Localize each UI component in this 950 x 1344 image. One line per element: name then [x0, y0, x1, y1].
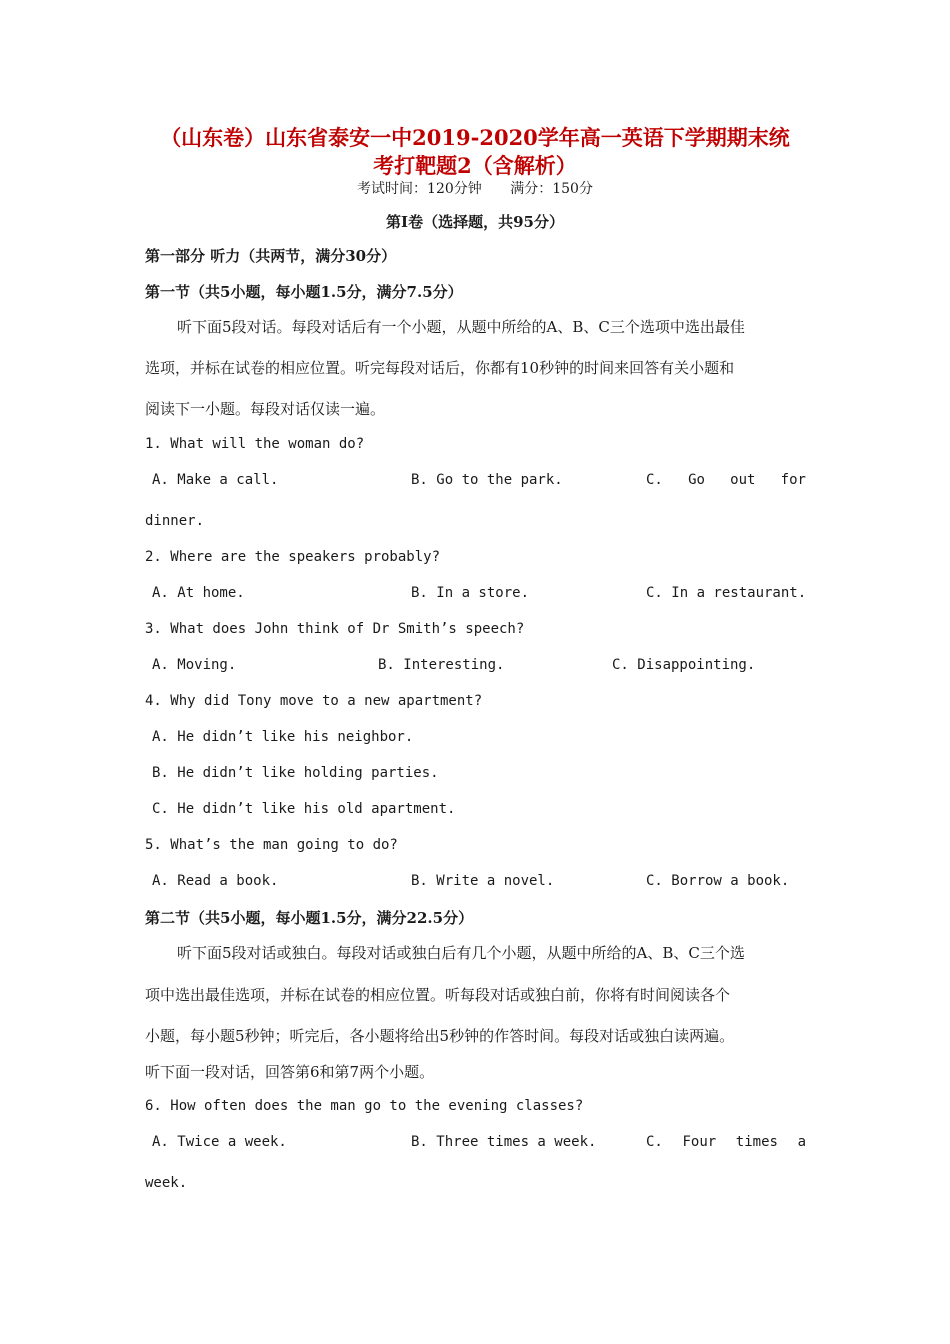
exam-score: 满分：150分	[510, 181, 593, 197]
option-b: B. Interesting.	[378, 657, 505, 673]
question-stem: 6. How often does the man go to the evening classes?	[145, 1098, 584, 1114]
option-c-word: Go	[688, 472, 705, 488]
option-c-word: C.	[646, 472, 663, 488]
question-stem: 4. Why did Tony move to a new apartment?	[145, 693, 483, 709]
option-c	[646, 472, 806, 488]
dialogue-note: 听下面一段对话，回答第6和第7两个小题。	[145, 1063, 435, 1081]
document-title-line1: （山东卷）山东省泰安一中2019-2020学年高一英语下学期期末统	[160, 125, 790, 150]
option-c-word: a	[797, 1134, 806, 1150]
question-stem: 5. What’s the man going to do?	[145, 837, 398, 853]
option-a: A. Twice a week.	[152, 1134, 287, 1150]
option-c: C. Disappointing.	[612, 657, 756, 673]
option-c-word: for	[780, 472, 806, 488]
section2-instruction-line: 小题，每小题5秒钟；听完后，各小题将给出5秒钟的作答时间。每段对话或独白读两遍。	[145, 1027, 735, 1045]
option-b: B. Write a novel.	[411, 873, 555, 889]
option-b: B. In a store.	[411, 585, 530, 601]
option-b: B. Go to the park.	[411, 472, 563, 488]
section2-instruction-line: 听下面5段对话或独白。每段对话或独白后有几个小题，从题中所给的A、B、C三个选	[177, 944, 745, 962]
exam-info	[0, 178, 950, 198]
option-c-word: out	[730, 472, 756, 488]
option-c: C. He didn’t like his old apartment.	[152, 801, 456, 817]
option-a: A. Moving.	[152, 657, 237, 673]
option-c	[646, 1134, 806, 1150]
option-a: A. Make a call.	[152, 472, 279, 488]
exam-time: 考试时间：120分钟	[357, 181, 482, 197]
option-c-word: Four	[682, 1134, 717, 1150]
volume-title: 第Ⅰ卷（选择题，共95分）	[386, 213, 564, 231]
option-c-continuation: week.	[145, 1175, 188, 1191]
option-a: A. Read a book.	[152, 873, 279, 889]
option-b: B. He didn’t like holding parties.	[152, 765, 439, 781]
option-c: C. In a restaurant.	[646, 585, 807, 601]
option-c-word: C.	[646, 1134, 663, 1150]
question-stem: 3. What does John think of Dr Smith’s speech?	[145, 621, 525, 637]
question-stem: 1. What will the woman do?	[145, 436, 365, 452]
section1-instruction-line: 选项，并标在试卷的相应位置。听完每段对话后，你都有10秒钟的时间来回答有关小题和	[145, 359, 735, 377]
option-c: C. Borrow a book.	[646, 873, 790, 889]
question-stem: 2. Where are the speakers probably?	[145, 549, 441, 565]
part1-title: 第一部分 听力（共两节，满分30分）	[145, 247, 397, 265]
option-c-continuation: dinner.	[145, 513, 205, 529]
option-a: A. He didn’t like his neighbor.	[152, 729, 414, 745]
section2-title: 第二节（共5小题，每小题1.5分，满分22.5分）	[145, 909, 474, 927]
section2-instruction-line: 项中选出最佳选项，并标在试卷的相应位置。听每段对话或独白前，你将有时间阅读各个	[145, 986, 731, 1004]
section1-title: 第一节（共5小题，每小题1.5分，满分7.5分）	[145, 283, 463, 301]
option-b: B. Three times a week.	[411, 1134, 597, 1150]
option-c-word: times	[735, 1134, 778, 1150]
section1-instruction-line: 阅读下一小题。每段对话仅读一遍。	[145, 400, 386, 418]
section1-instruction-line: 听下面5段对话。每段对话后有一个小题，从题中所给的A、B、C三个选项中选出最佳	[177, 318, 745, 336]
option-a: A. At home.	[152, 585, 245, 601]
document-title-line2: 考打靶题2（含解析）	[373, 153, 577, 178]
